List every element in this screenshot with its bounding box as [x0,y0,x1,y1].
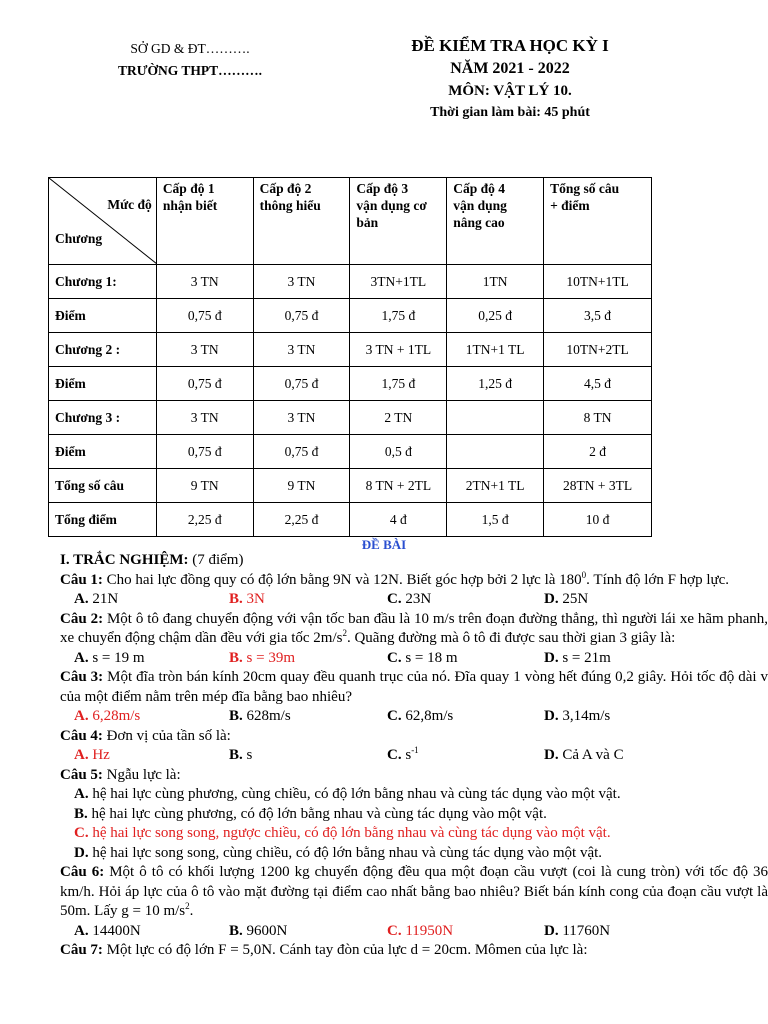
option-letter: B. [229,747,243,763]
option-text: hệ hai lực cùng phương, có độ lớn bằng nhau và cùng tác dụng vào một vật. [87,805,547,822]
row-label: Tổng số câu [49,469,157,503]
option-letter: A. [74,649,89,666]
table-row [49,503,652,537]
table-cell [447,435,544,469]
table-cell: 10TN+2TL [544,333,652,367]
option-letter: D. [544,747,559,763]
answer-option [229,649,295,669]
table-row [49,435,652,469]
option-text: s = 18 m [401,649,458,666]
table-cell: 0,75 đ [253,435,350,469]
answer-option [74,746,110,766]
question-text: Ngẫu lực là: [102,766,181,783]
answer-option [387,707,453,727]
table-cell: 0,75 đ [156,299,253,333]
answer-option [60,824,768,844]
question-label: Câu 7: [60,942,103,958]
table-cell: 1,5 đ [447,503,544,537]
table-cell: 8 TN + 2TL [350,469,447,503]
question-text: Một ô tô đang chuyển động với vận tốc ban đầu là 10 m/s trên đoạn đường thẳng, thì người lái xe hãm phanh, xe chuyển động chậm dần đều với gia tốc 2m/s [60,610,768,646]
answer-option [387,649,458,669]
option-letter: C. [387,591,402,607]
options-row [60,707,768,727]
answer-option [387,922,453,942]
option-text: Hz [88,747,110,763]
table-cell: 3 TN [253,333,350,367]
row-label: Tổng điểm [49,503,157,537]
question-1 [60,571,768,591]
col-header: Cấp độ 2 thông hiểu [253,178,350,265]
option-text: 9600N [242,922,288,939]
table-cell: 1TN [447,265,544,299]
option-letter: D. [544,708,559,724]
option-text: 62,8m/s [401,708,454,724]
question-4 [60,727,768,747]
answer-option [60,785,768,805]
question-label: Câu 1: [60,571,103,588]
table-cell: 3 TN [253,265,350,299]
answer-option [544,922,610,942]
section-points: (7 điểm) [188,552,244,568]
header-left [100,38,280,82]
question-7 [60,941,768,961]
table-cell: 3 TN [156,265,253,299]
row-label: Chương 3 : [49,401,157,435]
table-row [49,401,652,435]
row-label: Điểm [49,299,157,333]
table-cell: 9 TN [156,469,253,503]
row-label: Chương 1: [49,265,157,299]
answer-option [74,922,141,942]
option-letter: D. [544,649,559,666]
answer-option [544,649,611,669]
question-text-2: . Tính độ lớn F hợp lực. [586,571,730,588]
option-sup: -1 [411,745,419,755]
corner-label-level: Mức độ [107,197,152,212]
question-text-2: . [189,903,194,919]
option-letter: D. [544,591,559,607]
answer-option [229,707,291,727]
table-cell: 1,75 đ [350,299,447,333]
table-cell: 3 TN [156,333,253,367]
question-2 [60,610,768,649]
option-text: 3N [242,591,265,607]
table-header-row [49,178,652,265]
answer-option [74,590,118,610]
table-row [49,299,652,333]
answer-option [387,746,419,766]
table-cell: 10TN+1TL [544,265,652,299]
option-text: s [401,747,412,763]
table-cell: 0,25 đ [447,299,544,333]
question-text: Cho hai lực đồng quy có độ lớn bằng 9N và 12N. Biết góc hợp bởi 2 lực là 180 [102,571,582,588]
options-row [60,649,768,669]
col-header: Cấp độ 4 vận dụng nâng cao [447,178,544,265]
option-letter: D. [544,922,559,939]
option-text: hệ hai lực song song, ngược chiều, có độ lớn bằng nhau và cùng tác dụng vào một vật. [88,825,611,841]
option-text: s [242,747,253,763]
col-header: Cấp độ 1 nhận biết [156,178,253,265]
row-label: Điểm [49,367,157,401]
question-3 [60,668,768,707]
corner-cell [49,178,157,265]
table-cell: 0,5 đ [350,435,447,469]
dept-label: SỞ GD & ĐT………. [130,41,250,56]
table-cell: 0,75 đ [156,367,253,401]
table-cell: 2 đ [544,435,652,469]
school-label: TRƯỜNG THPT………. [117,63,262,78]
header-right [390,34,630,124]
option-letter: A. [74,591,89,607]
option-letter: B. [229,591,243,607]
table-cell: 2,25 đ [156,503,253,537]
table-cell: 2TN+1 TL [447,469,544,503]
exam-matrix-table [48,177,652,537]
options-row [60,922,768,942]
table-cell: 3 TN [253,401,350,435]
option-letter: C. [74,825,89,841]
option-text: 23N [401,591,432,607]
table-cell: 3TN+1TL [350,265,447,299]
question-label: Câu 4: [60,727,103,744]
question-sup: 2 [185,901,190,911]
option-text: hệ hai lực song song, cùng chiều, có độ lớn bằng nhau và cùng tác dụng vào một vật. [88,844,603,861]
exam-subject: MÔN: VẬT LÝ 10. [448,83,572,99]
table-row [49,333,652,367]
option-letter: A. [74,922,89,939]
answer-option [229,590,265,610]
answer-option [387,590,431,610]
option-text: 21N [88,591,119,607]
option-letter: A. [74,708,89,724]
option-letter: C. [387,747,402,763]
option-letter: A. [74,786,89,802]
answer-option [544,746,624,766]
option-letter: B. [229,922,243,939]
section-title [60,551,768,571]
table-cell: 8 TN [544,401,652,435]
option-text: s = 21m [558,649,611,666]
table-cell: 0,75 đ [253,367,350,401]
answer-option [544,590,588,610]
exam-title: ĐỀ KIỂM TRA HỌC KỲ I [411,36,609,55]
row-label: Điểm [49,435,157,469]
option-text: 25N [558,591,589,607]
table-row [49,265,652,299]
option-text: 3,14m/s [558,708,611,724]
answer-option [60,844,768,864]
option-letter: C. [387,649,402,666]
answer-option [229,922,287,942]
row-label: Chương 2 : [49,333,157,367]
option-letter: C. [387,708,402,724]
table-cell [447,401,544,435]
table-cell: 2,25 đ [253,503,350,537]
question-text: Một đĩa tròn bán kính 20cm quay đều quanh trục của nó. Đĩa quay 1 vòng hết đúng 0,2 giây. Hỏi tốc độ dài v của một điểm nằm trên mép đĩa bằng bao nhiêu? [60,669,768,705]
col-header: Cấp độ 3 vận dụng cơ bản [350,178,447,265]
table-cell: 3 TN + 1TL [350,333,447,367]
option-letter: B. [229,708,243,724]
table-cell: 1,75 đ [350,367,447,401]
table-row [49,367,652,401]
answer-option [74,649,145,669]
answer-option [229,746,252,766]
question-5 [60,766,768,786]
option-text: 14400N [88,922,141,939]
options-row [60,590,768,610]
option-text: 11950N [401,922,454,939]
option-text: Cả A và C [558,747,624,763]
question-label: Câu 3: [60,669,104,685]
table-cell: 4,5 đ [544,367,652,401]
option-letter: C. [387,922,402,939]
option-letter: D. [74,844,89,861]
exam-year: NĂM 2021 - 2022 [450,60,570,77]
table-cell: 3,5 đ [544,299,652,333]
question-label: Câu 5: [60,766,103,783]
diagonal-divider [49,178,157,264]
question-sup: 2 [342,628,347,638]
question-label: Câu 6: [60,864,105,880]
table-cell: 2 TN [350,401,447,435]
option-text: 11760N [558,922,611,939]
col-header: Tổng số câu + điểm [544,178,652,265]
options-row [60,746,768,766]
question-6 [60,863,768,922]
question-label: Câu 2: [60,610,104,627]
table-cell: 4 đ [350,503,447,537]
table-cell: 3 TN [156,401,253,435]
option-letter: B. [74,805,88,822]
table-cell: 1TN+1 TL [447,333,544,367]
question-text: Một lực có độ lớn F = 5,0N. Cánh tay đòn của lực d = 20cm. Mômen của lực là: [102,942,588,958]
exam-content [60,551,768,961]
section-heading-de-bai: ĐỀ BÀI [361,537,407,552]
table-cell: 10 đ [544,503,652,537]
table-row [49,469,652,503]
question-sup: 0 [581,569,587,580]
table-cell: 1,25 đ [447,367,544,401]
corner-label-chapter: Chương [55,231,103,246]
question-text-2: . Quãng đường mà ô tô đi được sau thời gian 3 giây là: [346,630,676,646]
table-cell: 0,75 đ [156,435,253,469]
option-text: 6,28m/s [88,708,141,724]
option-text: s = 19 m [88,649,145,666]
answer-option [74,707,140,727]
question-text: Một ô tô có khối lượng 1200 kg chuyển động đều qua một đoạn cầu vượt (coi là cung tròn) với tốc độ 36 km/h. Hỏi áp lực của ô tô vào mặt đường tại điểm cao nhất bằng bao nhiêu? Biết bán kính cong của đoạn cầu vượt là 50m. Lấy g = 10 m/s [60,864,768,919]
vertical-options [60,785,768,863]
answer-option [544,707,610,727]
option-letter: B. [229,649,243,666]
table-cell: 0,75 đ [253,299,350,333]
option-letter: A. [74,747,89,763]
table-cell: 28TN + 3TL [544,469,652,503]
option-text: hệ hai lực cùng phương, cùng chiều, có độ lớn bằng nhau và cùng tác dụng vào một vật. [88,786,621,802]
answer-option [60,805,768,825]
option-text: s = 39m [242,649,295,666]
option-text: 628m/s [242,708,291,724]
section-title-text: I. TRẮC NGHIỆM: [60,552,189,568]
table-cell: 9 TN [253,469,350,503]
exam-duration: Thời gian làm bài: 45 phút [430,105,590,120]
question-text: Đơn vị của tần số là: [102,727,231,744]
